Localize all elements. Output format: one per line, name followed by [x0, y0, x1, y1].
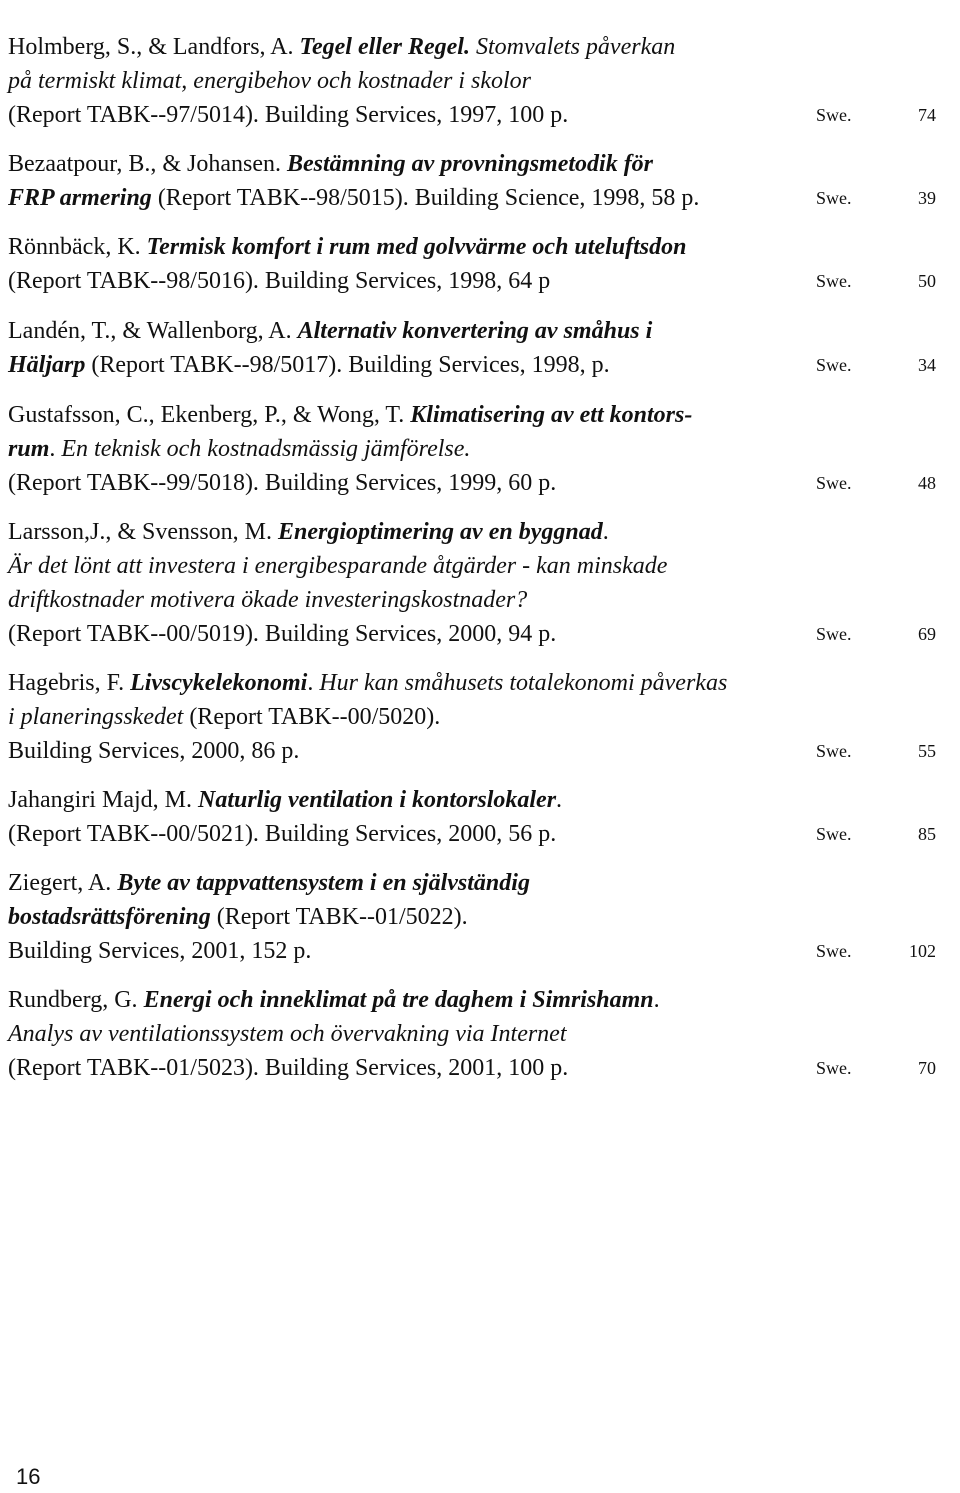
language-label: Swe.: [816, 188, 852, 208]
reference-line: [8, 181, 948, 215]
reference-entry: [8, 30, 948, 132]
reference-line: [8, 466, 948, 500]
reference-line: [8, 398, 948, 432]
page-count: 74: [918, 105, 936, 125]
reference-title: Bestämning av provningsmetodik för: [286, 151, 654, 177]
reference-entry: [8, 783, 948, 851]
page-count: 48: [918, 473, 936, 493]
language-label: Swe.: [816, 355, 852, 375]
reference-text: (Report TABK--00/5021). Building Services, 2000, 56 p.: [8, 821, 557, 847]
reference-title: Byte av tappvattensystem i en självständig: [117, 870, 530, 896]
reference-entry: [8, 983, 948, 1085]
reference-text: (Report TABK--00/5019). Building Services, 2000, 94 p.: [8, 621, 557, 647]
language-label: Swe.: [816, 1058, 852, 1078]
reference-text: .: [602, 519, 609, 545]
reference-entry: [8, 515, 948, 651]
reference-line: [8, 314, 948, 348]
reference-subtitle: i planeringsskedet: [8, 704, 184, 730]
reference-text: Jahangiri Majd, M.: [8, 787, 198, 813]
reference-line: [8, 1017, 948, 1051]
reference-title: Energioptimering av en byggnad: [278, 519, 603, 545]
reference-text: .: [556, 787, 563, 813]
language-label: Swe.: [816, 824, 852, 844]
reference-text: (Report TABK--00/5020).: [183, 704, 441, 730]
reference-text: .: [653, 987, 660, 1013]
reference-text: Building Services, 2001, 152 p.: [8, 938, 312, 964]
reference-text: Landén, T., & Wallenborg, A.: [8, 318, 298, 344]
reference-line: [8, 783, 948, 817]
reference-title: Klimatisering av ett kontors-: [410, 402, 693, 428]
reference-line: [8, 866, 948, 900]
page-count: 70: [918, 1058, 936, 1078]
language-label: Swe.: [816, 271, 852, 291]
reference-line: [8, 666, 948, 700]
reference-subtitle: driftkostnader motivera ökade investeringskostnader?: [8, 587, 528, 613]
reference-text: Gustafsson, C., Ekenberg, P., & Wong, T.: [8, 402, 411, 428]
reference-entry: [8, 230, 948, 298]
reference-title: rum: [8, 436, 50, 462]
reference-line: [8, 515, 948, 549]
reference-text: Hagebris, F.: [8, 670, 131, 696]
reference-subtitle: Är det lönt att investera i energibesparande åtgärder - kan minskade: [8, 553, 668, 579]
reference-line: [8, 549, 948, 583]
page-number: 16: [16, 1464, 41, 1489]
reference-line: [8, 734, 948, 768]
language-label: Swe.: [816, 741, 852, 761]
reference-text: .: [307, 670, 320, 696]
reference-title: Alternativ konvertering av småhus i: [297, 318, 653, 344]
page-count: 55: [918, 741, 936, 761]
reference-line: [8, 64, 948, 98]
reference-line: [8, 583, 948, 617]
reference-subtitle: Stomvalets påverkan: [469, 34, 676, 60]
reference-text: (Report TABK--98/5015). Building Science, 1998, 58 p.: [151, 185, 700, 211]
page-count: 69: [918, 624, 936, 644]
reference-text: Larsson,J., & Svensson, M.: [8, 519, 279, 545]
reference-subtitle: Analys av ventilationssystem och övervakning via Internet: [8, 1021, 567, 1047]
reference-text: Bezaatpour, B., & Johansen.: [8, 151, 287, 177]
reference-line: [8, 934, 948, 968]
reference-subtitle: Hur kan småhusets totalekonomi påverkas: [319, 670, 728, 696]
reference-entry: [8, 314, 948, 382]
page-count: 102: [909, 941, 936, 961]
reference-text: (Report TABK--01/5022).: [210, 904, 468, 930]
reference-text: Rundberg, G.: [8, 987, 144, 1013]
language-label: Swe.: [816, 941, 852, 961]
language-label: Swe.: [816, 473, 852, 493]
reference-line: [8, 147, 948, 181]
reference-line: [8, 700, 948, 734]
reference-title: Naturlig ventilation i kontorslokaler: [197, 787, 557, 813]
reference-text: (Report TABK--01/5023). Building Services, 2001, 100 p.: [8, 1055, 569, 1081]
page-count: 39: [918, 188, 936, 208]
reference-line: [8, 617, 948, 651]
reference-line: [8, 983, 948, 1017]
reference-line: [8, 30, 948, 64]
reference-entry: [8, 147, 948, 215]
page-count: 50: [918, 271, 936, 291]
reference-text: (Report TABK--99/5018). Building Services, 1999, 60 p.: [8, 470, 557, 496]
reference-subtitle: på termiskt klimat, energibehov och kostnader i skolor: [8, 68, 532, 94]
reference-entry: [8, 666, 948, 768]
language-label: Swe.: [816, 105, 852, 125]
reference-text: Holmberg, S., & Landfors, A.: [8, 34, 300, 60]
reference-text: Rönnbäck, K.: [8, 234, 147, 260]
reference-subtitle: En teknisk och kostnadsmässig jämförelse.: [61, 436, 471, 462]
reference-title: Tegel eller Regel.: [299, 34, 470, 60]
reference-entry: [8, 866, 948, 968]
reference-line: [8, 230, 948, 264]
reference-title: Livscykelekonomi: [130, 670, 308, 696]
page-count: 34: [918, 355, 936, 375]
reference-line: [8, 348, 948, 382]
reference-entry: [8, 398, 948, 500]
reference-text: Ziegert, A.: [8, 870, 118, 896]
reference-text: (Report TABK--97/5014). Building Services, 1997, 100 p.: [8, 102, 569, 128]
reference-line: [8, 98, 948, 132]
reference-text: (Report TABK--98/5016). Building Services, 1998, 64 p: [8, 268, 551, 294]
page-count: 85: [918, 824, 936, 844]
reference-text: (Report TABK--98/5017). Building Services, 1998, p.: [85, 352, 610, 378]
reference-line: [8, 900, 948, 934]
reference-title: Häljarp: [8, 352, 86, 378]
reference-text: .: [49, 436, 62, 462]
reference-line: [8, 432, 948, 466]
reference-title: Energi och inneklimat på tre daghem i Simrishamn: [143, 987, 654, 1013]
reference-line: [8, 817, 948, 851]
reference-title: bostadsrättsförening: [8, 904, 211, 930]
reference-line: [8, 264, 948, 298]
language-label: Swe.: [816, 624, 852, 644]
reference-text: Building Services, 2000, 86 p.: [8, 738, 300, 764]
reference-title: FRP armering: [8, 185, 152, 211]
reference-title: Termisk komfort i rum med golvvärme och uteluftsdon: [146, 234, 687, 260]
reference-line: [8, 1051, 948, 1085]
